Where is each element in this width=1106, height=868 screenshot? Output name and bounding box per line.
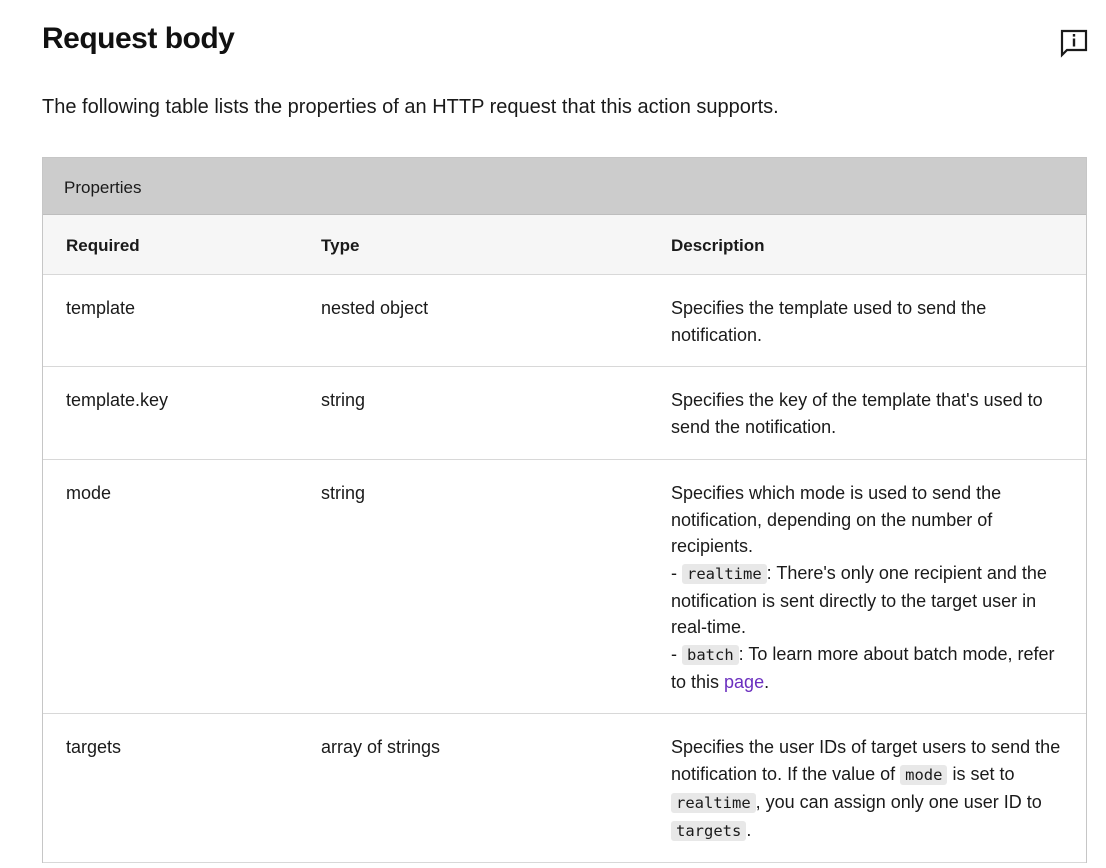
property-type: nested object xyxy=(321,298,429,318)
intro-text: The following table lists the properties of an HTTP request that this action supports. xyxy=(42,96,779,118)
property-description xyxy=(648,460,1086,714)
description-intro: Specifies which mode is used to send the notification, depending on the number of recipients. xyxy=(671,482,1002,557)
property-name: mode xyxy=(66,482,112,503)
bullet-prefix: - xyxy=(671,644,682,665)
bullet-text: : To learn more about batch mode, refer to this xyxy=(671,644,1055,692)
inline-code: targets xyxy=(671,821,746,841)
table-row xyxy=(43,367,1086,459)
property-type: array of strings xyxy=(321,737,441,758)
description-text: is set to xyxy=(947,764,1015,785)
table-row xyxy=(43,275,1086,367)
header-required: Required xyxy=(66,236,140,255)
properties-table xyxy=(42,157,1087,863)
property-description: Specifies the key of the template that's used to send the notification. xyxy=(671,390,1043,438)
table-row xyxy=(43,714,1086,863)
property-name: template xyxy=(66,298,136,318)
bullet-end: . xyxy=(764,671,770,692)
property-description: Specifies the template used to send the notification. xyxy=(671,298,987,345)
property-type: string xyxy=(321,390,366,411)
property-name: targets xyxy=(66,737,122,758)
bullet-prefix: - xyxy=(671,562,682,583)
inline-code: batch xyxy=(682,645,739,665)
property-name: template.key xyxy=(66,390,169,411)
inline-code: realtime xyxy=(682,564,767,584)
mode-bullet-realtime xyxy=(671,560,1066,641)
table-row xyxy=(43,460,1086,715)
inline-code: realtime xyxy=(671,793,756,813)
property-type: string xyxy=(321,482,366,503)
property-description xyxy=(648,714,1086,862)
description-text: Specifies the user IDs of target users to send the notification to. If the value of xyxy=(671,737,1061,785)
header-description: Description xyxy=(671,236,765,255)
table-caption: Properties xyxy=(43,158,1086,215)
bullet-text: : There's only one recipient and the notification is sent directly to the target user in real-time. xyxy=(671,562,1047,638)
description-text: . xyxy=(746,819,752,840)
description-text: , you can assign only one user ID to xyxy=(755,791,1042,812)
table-header-row xyxy=(43,215,1086,275)
page-title: Request body xyxy=(42,22,235,55)
inline-code: mode xyxy=(900,765,947,785)
mode-bullet-batch xyxy=(671,641,1066,695)
header-type: Type xyxy=(321,236,360,255)
feedback-info-icon[interactable] xyxy=(1058,27,1090,59)
batch-mode-page-link[interactable]: page xyxy=(724,671,765,692)
